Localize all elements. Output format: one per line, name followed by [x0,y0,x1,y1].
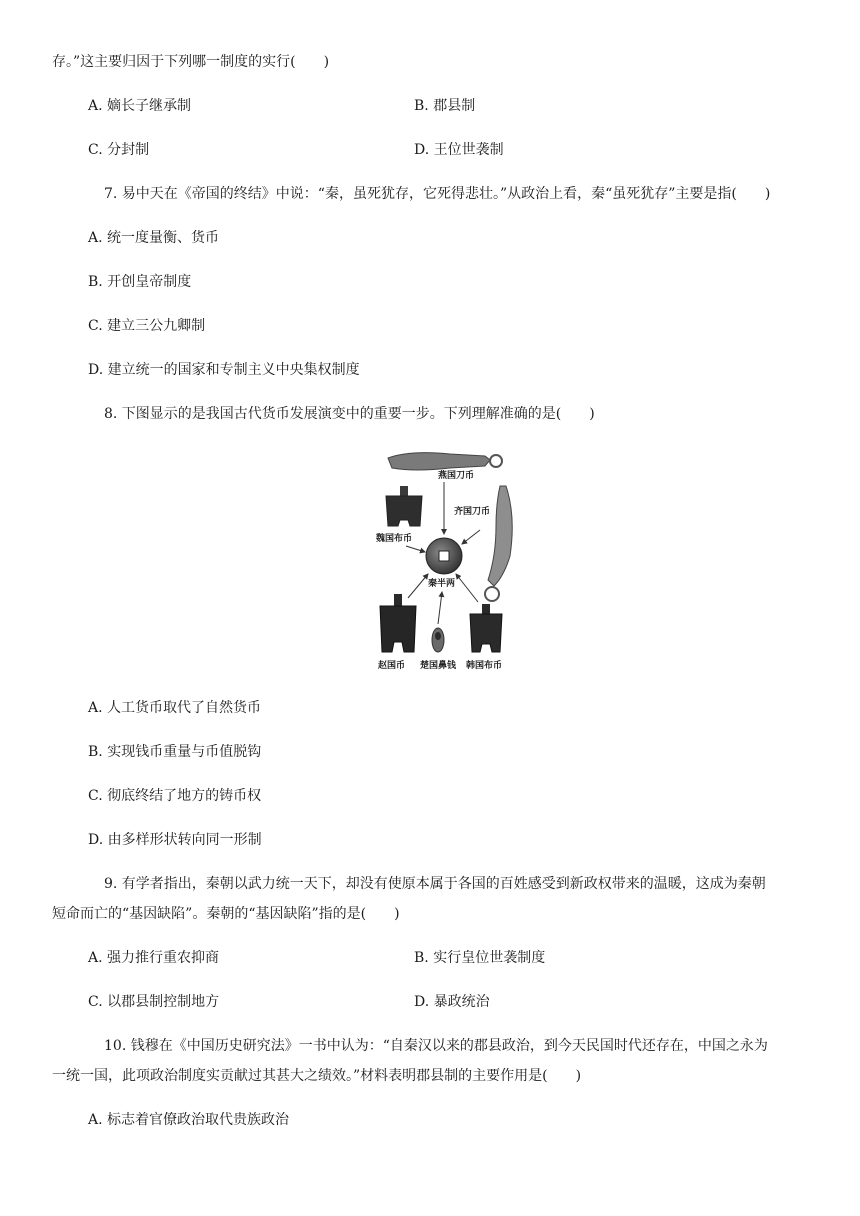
question-6-option-d: D. 王位世袭制 [414,142,504,158]
question-6-option-b: B. 郡县制 [414,98,476,114]
label-qi: 齐国刀币 [454,507,491,517]
question-9-option-b: B. 实行皇位世袭制度 [414,950,546,966]
question-7-option-b: B. 开创皇帝制度 [88,274,192,290]
label-wei: 魏国布币 [376,534,413,544]
question-7-option-d: D. 建立统一的国家和专制主义中央集权制度 [88,362,360,378]
question-10-option-a: A. 标志着官僚政治取代贵族政治 [88,1112,290,1128]
label-zhao: 赵国币 [378,661,406,671]
label-qin: 秦半两 [428,579,456,589]
question-10-stem-line2: 一统一国，此项政治制度实贡献过其甚大之绩效。”材料表明郡县制的主要作用是( ) [52,1068,582,1084]
wei-spade-coin-image [386,486,422,526]
question-8-option-a: A. 人工货币取代了自然货币 [88,700,262,716]
question-6-option-a: A. 嫡长子继承制 [88,98,192,114]
coin-evolution-figure [370,446,520,672]
qi-knife-coin-image [485,486,512,601]
question-9-option-c: C. 以郡县制控制地方 [88,994,220,1010]
question-8-option-d: D. 由多样形状转向同一形制 [88,832,262,848]
question-9-stem-line2: 短命而亡的“基因缺陷”。秦朝的“基因缺陷”指的是( ) [52,906,400,922]
han-spade-coin-image [470,604,502,652]
chu-ant-nose-coin-image [432,628,444,652]
question-8-stem: 8. 下图显示的是我国古代货币发展演变中的重要一步。下列理解准确的是( ) [104,406,595,422]
zhao-coin-image [380,594,416,652]
question-9-option-d: D. 暴政统治 [414,994,490,1010]
yan-knife-coin-image [388,453,502,470]
question-9-option-a: A. 强力推行重农抑商 [88,950,220,966]
label-chu: 楚国鼻钱 [420,661,457,671]
question-6-stem-tail: 存。”这主要归因于下列哪一制度的实行( ) [52,54,330,70]
question-7-stem: 7. 易中天在《帝国的终结》中说：“秦，虽死犹存，它死得悲壮。”从政治上看，秦“虽死犹存”主要是指( ) [104,186,771,202]
coin-diagram [370,446,520,672]
qin-banliang-coin-image [426,538,462,574]
question-10-stem-line1: 10. 钱穆在《中国历史研究法》一书中认为：“自秦汉以来的郡县政治，到今天民国时代还存在，中国之永为 [104,1038,768,1054]
label-han: 韩国布币 [466,661,503,671]
question-7-option-c: C. 建立三公九卿制 [88,318,206,334]
label-yan: 燕国刀币 [438,471,475,481]
question-8-option-c: C. 彻底终结了地方的铸币权 [88,788,262,804]
question-6-option-c: C. 分封制 [88,142,150,158]
question-7-option-a: A. 统一度量衡、货币 [88,230,220,246]
question-9-stem-line1: 9. 有学者指出，秦朝以武力统一天下，却没有使原本属于各国的百姓感受到新政权带来的温暖，这成为秦朝 [104,876,766,892]
question-8-option-b: B. 实现钱币重量与币值脱钩 [88,744,262,760]
